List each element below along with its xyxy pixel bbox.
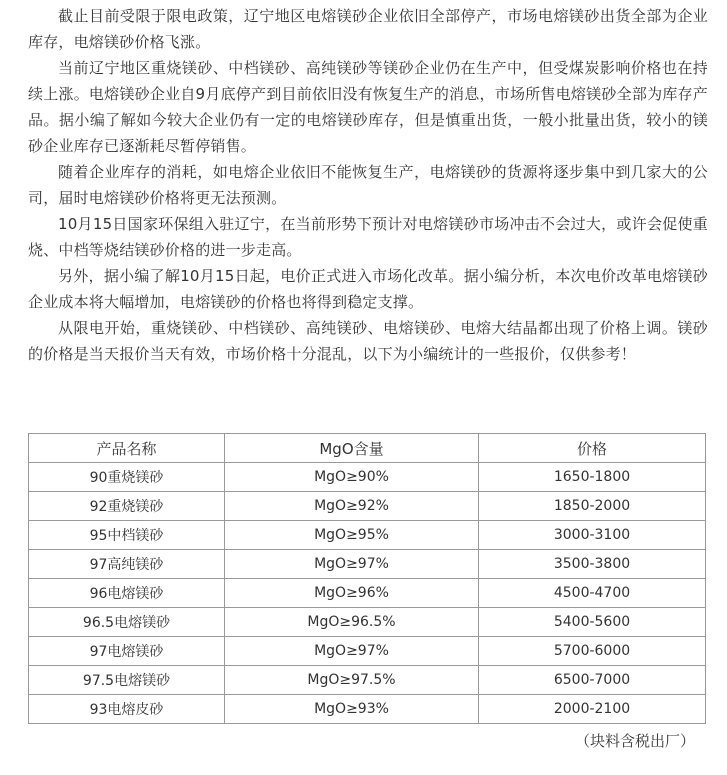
table-row [29,463,706,492]
cell-mgo: MgO≥95% [225,521,479,550]
paragraph: 当前辽宁地区重烧镁砂、中档镁砂、高纯镁砂等镁砂企业仍在生产中，但受煤炭影响价格也在持续上涨。电熔镁砂企业自9月底停产到目前依旧没有恢复生产的消息，市场所售电熔镁砂全部为库存产品。据小编了解如今较大企业仍有一定的电熔镁砂库存，但是慎重出货，一般小批量出货，较小的镁砂企业库存已逐渐耗尽暂停销售。 [28,59,708,155]
paragraph: 10月15日国家环保组入驻辽宁，在当前形势下预计对电熔镁砂市场冲击不会过大，或许会促使重烧、中档等烧结镁砂价格的进一步走高。 [28,215,708,259]
cell-product: 96.5电熔镁砂 [29,608,225,637]
cell-product: 92重烧镁砂 [29,492,225,521]
cell-price: 1650-1800 [479,463,706,492]
cell-price: 5400-5600 [479,608,706,637]
table-row [29,666,706,695]
cell-product: 97高纯镁砂 [29,550,225,579]
cell-product: 97.5电熔镁砂 [29,666,225,695]
paragraph: 截止目前受限于限电政策，辽宁地区电熔镁砂企业依旧全部停产，市场电熔镁砂出货全部为企业库存，电熔镁砂价格飞涨。 [28,7,708,51]
header-mgo-content: MgO含量 [225,434,479,463]
cell-mgo: MgO≥96.5% [225,608,479,637]
cell-price: 1850-2000 [479,492,706,521]
cell-product: 97电熔镁砂 [29,637,225,666]
price-table [28,433,706,724]
header-product-name: 产品名称 [29,434,225,463]
table-row [29,637,706,666]
cell-mgo: MgO≥90% [225,463,479,492]
table-row [29,521,706,550]
table-row [29,695,706,724]
table-row [29,608,706,637]
cell-price: 2000-2100 [479,695,706,724]
cell-price: 3000-3100 [479,521,706,550]
cell-price: 3500-3800 [479,550,706,579]
cell-mgo: MgO≥93% [225,695,479,724]
cell-mgo: MgO≥96% [225,579,479,608]
paragraph: 从限电开始，重烧镁砂、中档镁砂、高纯镁砂、电熔镁砂、电熔大结晶都出现了价格上调。镁砂的价格是当天报价当天有效，市场价格十分混乱，以下为小编统计的一些报价，仅供参考！ [28,319,708,363]
cell-price: 5700-6000 [479,637,706,666]
cell-mgo: MgO≥92% [225,492,479,521]
cell-product: 96电熔镁砂 [29,579,225,608]
cell-price: 4500-4700 [479,579,706,608]
paragraph: 另外，据小编了解10月15日起，电价正式进入市场化改革。据小编分析，本次电价改革电熔镁砂企业成本将大幅增加，电熔镁砂的价格也将得到稳定支撑。 [28,267,708,311]
table-row [29,550,706,579]
table-row [29,492,706,521]
paragraph: 随着企业库存的消耗，如电熔企业依旧不能恢复生产，电熔镁砂的货源将逐步集中到几家大的公司，届时电熔镁砂价格将更无法预测。 [28,163,708,207]
cell-mgo: MgO≥97.5% [225,666,479,695]
table-header-row [29,434,706,463]
cell-product: 95中档镁砂 [29,521,225,550]
cell-product: 90重烧镁砂 [29,463,225,492]
cell-product: 93电熔皮砂 [29,695,225,724]
cell-mgo: MgO≥97% [225,550,479,579]
cell-price: 6500-7000 [479,666,706,695]
cell-mgo: MgO≥97% [225,637,479,666]
table-row [29,579,706,608]
table-footnote: （块料含税出厂） [574,732,695,750]
article-body [28,3,708,367]
header-price: 价格 [479,434,706,463]
